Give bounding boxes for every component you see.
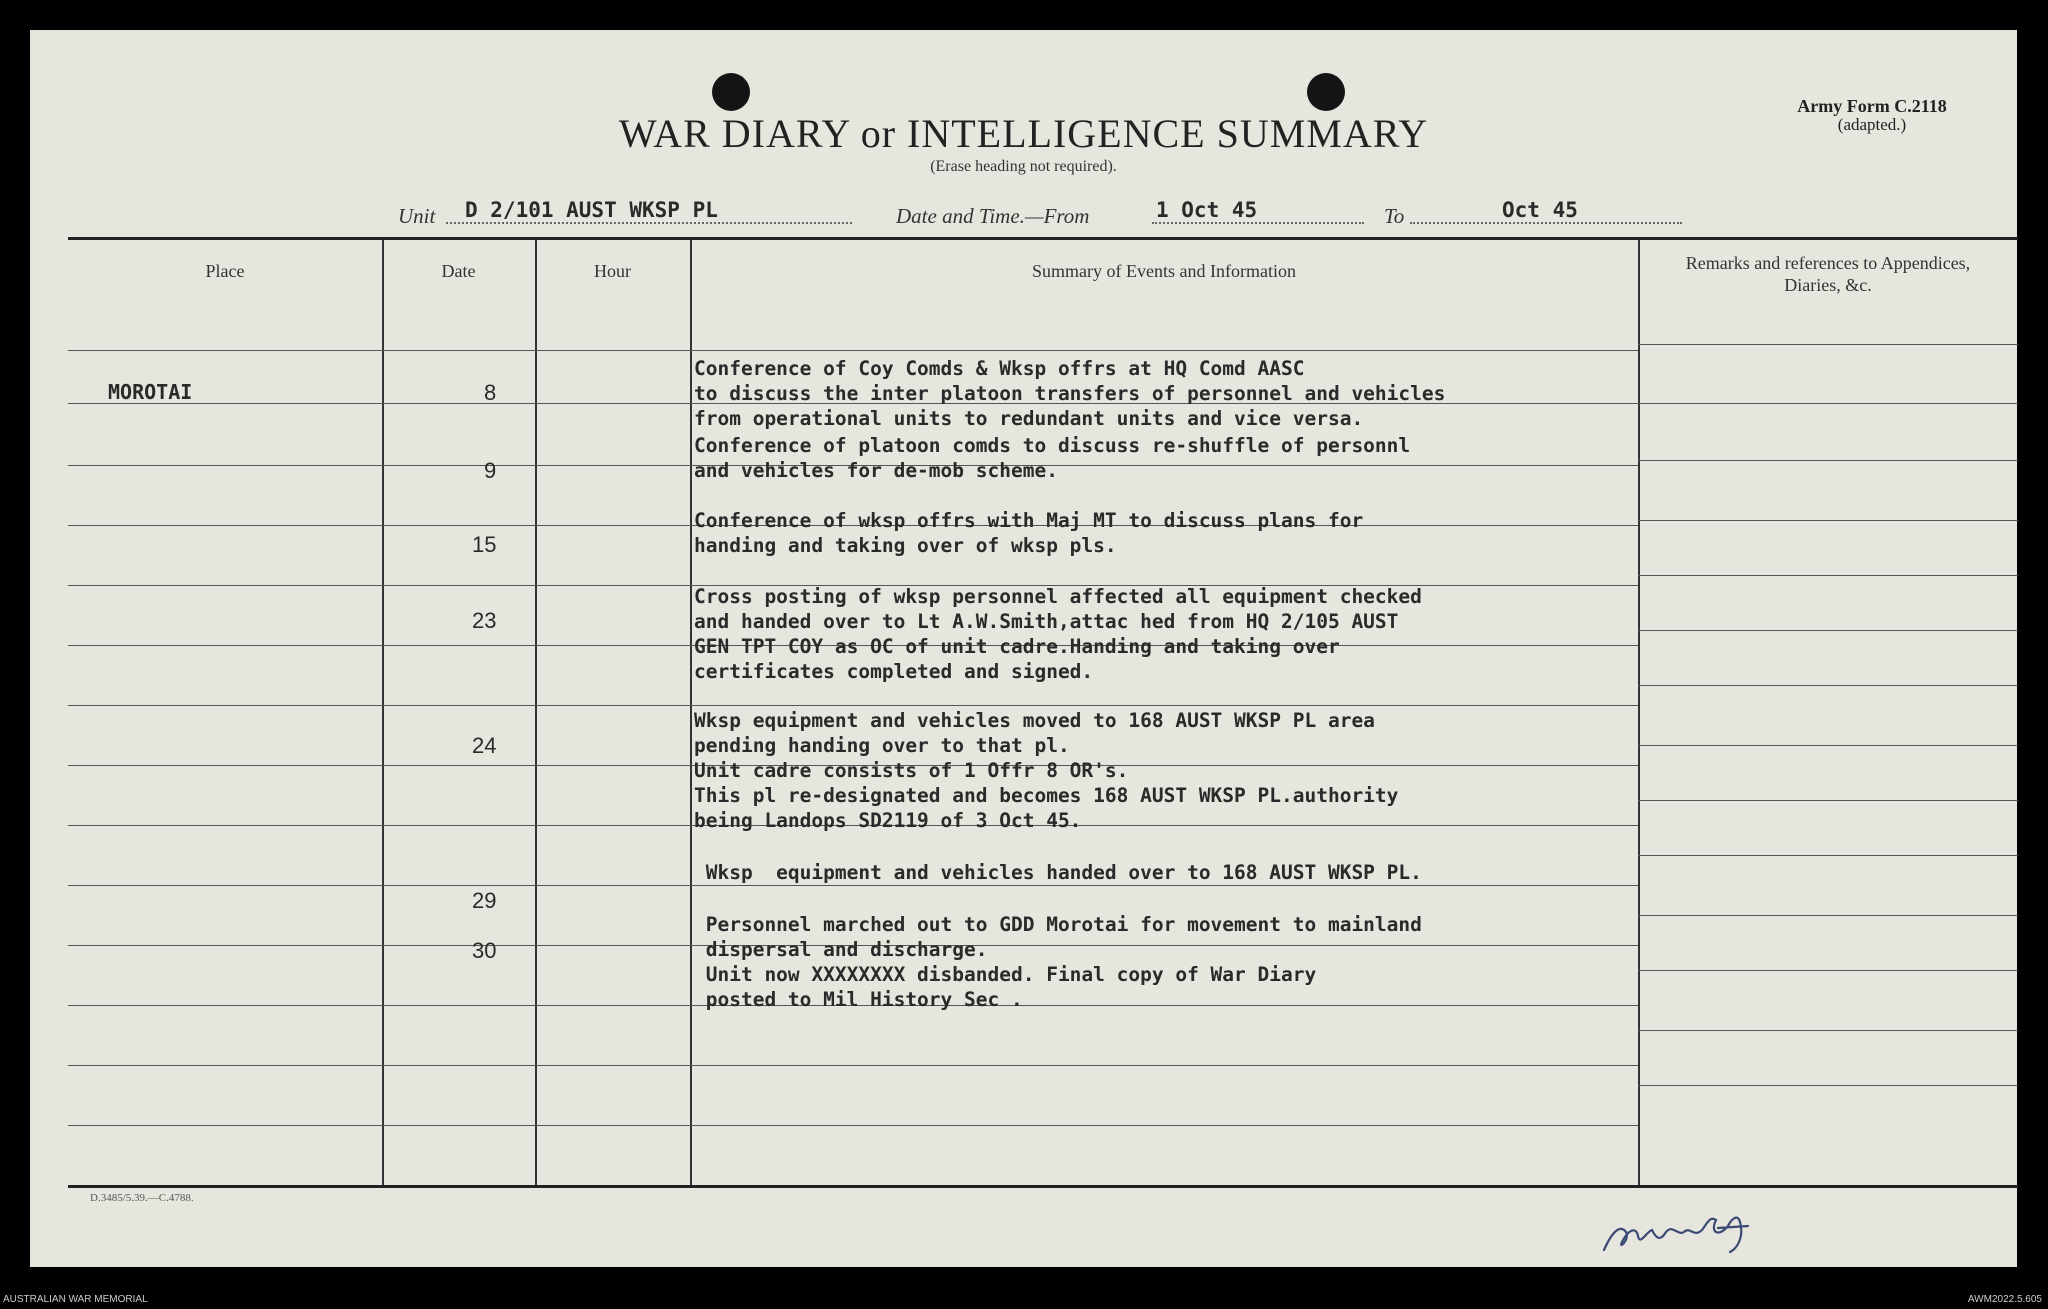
- entry-date: 29: [472, 888, 497, 913]
- remarks-ruled-line: [1638, 1085, 2018, 1086]
- entry-summary: Cross posting of wksp personnel affected all equipment checked and handed over to Lt A.W.Smith,attac hed from HQ 2/105 AUST GEN TPT COY as OC of unit cadre.Handing and taking over certificates completed and signed.: [694, 585, 1422, 683]
- remarks-ruled-line: [1638, 630, 2018, 631]
- column-header-date: Date: [441, 261, 476, 281]
- form-subtitle: (Erase heading not required).: [930, 158, 1117, 175]
- entry-summary: Conference of wksp offrs with Maj MT to discuss plans for handing and taking over of wksp pls.: [694, 509, 1364, 557]
- ruled-line: [68, 885, 1638, 886]
- print-code: D.3485/5.39.—C.4788.: [90, 1192, 194, 1204]
- entry-date: 23: [472, 608, 497, 633]
- column-header-summary: Summary of Events and Information: [1032, 261, 1296, 281]
- unit-dotted-line: [446, 222, 852, 224]
- date-to-dotted-line: [1410, 222, 1682, 224]
- column-divider: [535, 240, 537, 1185]
- entry-summary: Wksp equipment and vehicles handed over to 168 AUST WKSP PL.: [694, 861, 1422, 884]
- date-to-value: Oct 45: [1502, 198, 1578, 222]
- unit-label: Unit: [398, 204, 436, 228]
- date-from-value: 1 Oct 45: [1156, 198, 1258, 222]
- army-form-number: [1762, 96, 1982, 135]
- unit-value: D 2/101 AUST WKSP PL: [465, 198, 718, 222]
- column-header-place: Place: [205, 261, 245, 281]
- archive-caption: AUSTRALIAN WAR MEMORIAL: [3, 1294, 148, 1305]
- punch-hole-right: [1307, 73, 1345, 111]
- remarks-ruled-line: [1638, 800, 2018, 801]
- war-diary-form: [30, 30, 2017, 1267]
- entry-date: 8: [484, 380, 497, 405]
- remarks-ruled-line: [1638, 970, 2018, 971]
- entry-place: MOROTAI: [108, 380, 193, 404]
- date-from-label: Date and Time.—From: [896, 204, 1090, 228]
- form-title: WAR DIARY or INTELLIGENCE SUMMARY: [618, 111, 1429, 156]
- ruled-line: [68, 1065, 1638, 1066]
- remarks-ruled-line: [1638, 520, 2018, 521]
- entry-date: 24: [472, 733, 497, 758]
- column-divider: [690, 240, 692, 1185]
- punch-hole-left: [712, 73, 750, 111]
- column-divider: [382, 240, 384, 1185]
- column-header-hour: Hour: [594, 261, 631, 281]
- date-to-label: To: [1384, 204, 1405, 228]
- remarks-ruled-line: [1638, 855, 2018, 856]
- remarks-ruled-line: [1638, 460, 2018, 461]
- diary-table: [68, 237, 2018, 1188]
- remarks-ruled-line: [1638, 1030, 2018, 1031]
- remarks-ruled-line: [1638, 685, 2018, 686]
- column-divider: [1638, 240, 1640, 1185]
- entry-summary: Conference of Coy Comds & Wksp offrs at HQ Comd AASC to discuss the inter platoon transfers of personnel and vehicles from operational units to redundant units and vice versa.: [694, 357, 1446, 430]
- ruled-line: [68, 1125, 1638, 1126]
- signature-mark: [1598, 1202, 1778, 1262]
- remarks-ruled-line: [1638, 575, 2018, 576]
- remarks-ruled-line: [1638, 344, 2018, 345]
- remarks-ruled-line: [1638, 745, 2018, 746]
- column-header-remarks: Remarks and references to Appendices, Diaries, &c.: [1685, 253, 1971, 295]
- ruled-line: [68, 350, 1638, 351]
- army-form-adapted: (adapted.): [1837, 115, 1907, 134]
- remarks-ruled-line: [1638, 915, 2018, 916]
- entry-date: 9: [484, 458, 497, 483]
- date-from-dotted-line: [1152, 222, 1364, 224]
- entry-summary: Conference of platoon comds to discuss re-shuffle of personnl and vehicles for de-mob scheme.: [694, 434, 1411, 482]
- archive-reference: AWM2022.5.605: [1967, 1294, 2042, 1305]
- entry-summary: Personnel marched out to GDD Morotai for movement to mainland dispersal and discharge. Unit now XXXXXXXX disbanded. Final copy of War Diary posted to Mil History Sec .: [705, 913, 1422, 1011]
- ruled-line: [68, 705, 1638, 706]
- remarks-ruled-line: [1638, 403, 2018, 404]
- entry-date: 15: [472, 532, 497, 557]
- entry-date: 30: [472, 938, 497, 963]
- entry-summary: Wksp equipment and vehicles moved to 168 AUST WKSP PL area pending handing over to that pl. Unit cadre consists of 1 Offr 8 OR's. This pl re-designated and becomes 168 AUST WKSP PL.authority being Landops SD2119 of 3 Oct 45.: [694, 709, 1399, 832]
- army-form-label: Army Form C.2118: [1797, 96, 1947, 116]
